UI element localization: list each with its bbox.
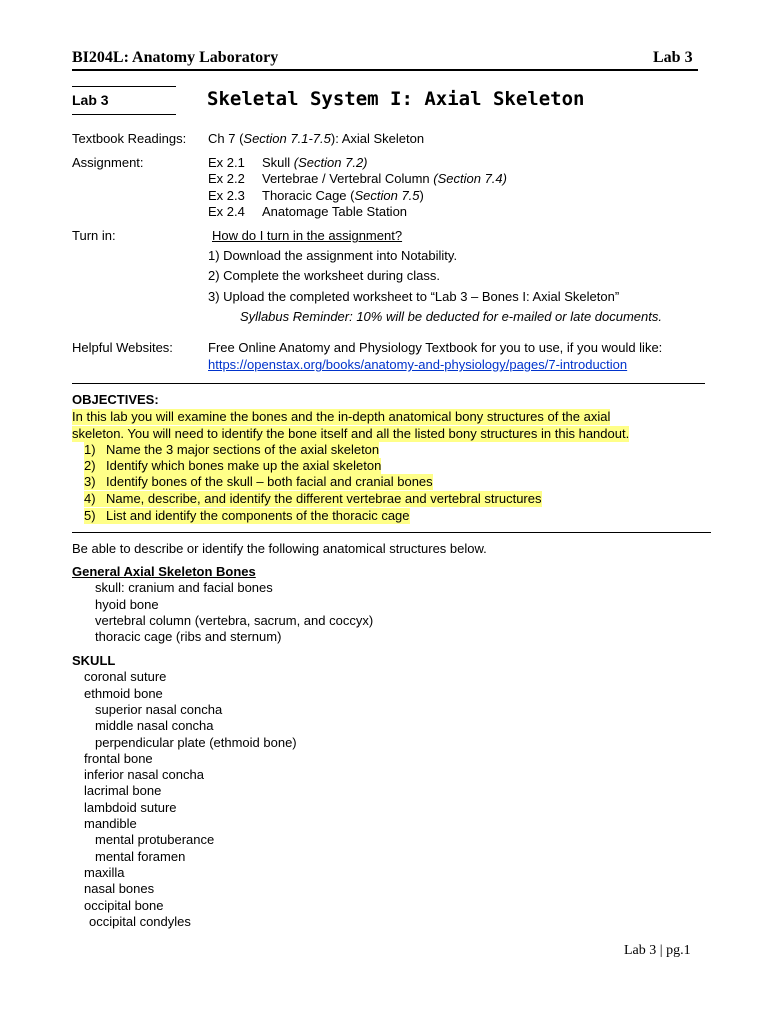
skull-item: maxilla [84,865,125,880]
objectives-intro: skeleton. You will need to identify the bone itself and all the listed bony structures in this handout. [72,426,630,441]
readings-label: Textbook Readings: [72,131,187,146]
header-rule [72,69,698,71]
objectives-intro: In this lab you will examine the bones and the in-depth anatomical bony structures of the axial [72,409,611,424]
assignment-ex: Ex 2.2 [208,171,245,186]
objective-text: List and identify the components of the thoracic cage [106,508,410,523]
skull-item: coronal suture [84,669,167,684]
skull-item: nasal bones [84,881,155,896]
assignment-item: Skull (Section 7.2) [262,155,368,170]
objective-number: 2) [84,458,96,473]
turn-in-question: How do I turn in the assignment? [212,228,403,243]
lab-header: Lab 3 [653,49,693,66]
assignment-ex: Ex 2.1 [208,155,245,170]
objective-item [84,491,542,507]
skull-item: occipital bone [84,898,164,913]
turn-in-step: 2) Complete the worksheet during class. [208,268,440,283]
assignment-ex: Ex 2.4 [208,204,245,219]
objective-text: Identify bones of the skull – both facial and cranial bones [106,474,433,489]
objective-item [84,508,410,524]
objective-number: 3) [84,474,96,489]
turn-in-step: 3) Upload the completed worksheet to “Lab 3 – Bones I: Axial Skeleton” [208,289,620,304]
course-header: BI204L: Anatomy Laboratory [72,49,279,66]
objective-item [84,474,433,490]
general-item: skull: cranium and facial bones [95,580,273,595]
assignment-item: Anatomage Table Station [262,204,408,219]
general-item: hyoid bone [95,597,159,612]
syllabus-reminder: Syllabus Reminder: 10% will be deducted for e-mailed or late documents. [240,309,662,324]
skull-heading: SKULL [72,653,116,668]
turn-in-label: Turn in: [72,228,116,243]
skull-item: inferior nasal concha [84,767,204,782]
skull-item: frontal bone [84,751,153,766]
skull-subitem: superior nasal concha [95,702,223,717]
lab-label-bottom-rule [72,114,176,115]
skull-item: mandible [84,816,137,831]
assignment-label: Assignment: [72,155,144,170]
objectives-bottom-rule [72,532,711,533]
general-item: vertebral column (vertebra, sacrum, and coccyx) [95,613,374,628]
general-heading: General Axial Skeleton Bones [72,564,256,579]
objective-number: 4) [84,491,96,506]
objective-number: 1) [84,442,96,457]
skull-item: ethmoid bone [84,686,163,701]
objectives-top-rule [72,383,705,384]
objective-number: 5) [84,508,96,523]
lab-label-top-rule [72,86,176,87]
skull-subitem: mental foramen [95,849,186,864]
assignment-ex: Ex 2.3 [208,188,245,203]
skull-subitem: middle nasal concha [95,718,214,733]
openstax-link[interactable]: https://openstax.org/books/anatomy-and-physiology/pages/7-introduction [208,357,628,372]
readings-text: Ch 7 (Section 7.1-7.5): Axial Skeleton [208,131,425,146]
websites-label: Helpful Websites: [72,340,173,355]
assignment-item: Vertebrae / Vertebral Column (Section 7.4) [262,171,507,186]
objective-item [84,458,381,474]
skull-item: lambdoid suture [84,800,177,815]
objective-text: Name the 3 major sections of the axial skeleton [106,442,380,457]
websites-text: Free Online Anatomy and Physiology Textbook for you to use, if you would like: [208,340,663,355]
lab-label: Lab 3 [72,92,109,108]
skull-item: lacrimal bone [84,783,162,798]
objectives-heading: OBJECTIVES: [72,392,159,407]
skull-subitem: occipital condyles [89,914,191,929]
skull-subitem: mental protuberance [95,832,215,847]
describe-instruction: Be able to describe or identify the following anatomical structures below. [72,541,487,556]
general-item: thoracic cage (ribs and sternum) [95,629,282,644]
assignment-item: Thoracic Cage (Section 7.5) [262,188,424,203]
objective-text: Identify which bones make up the axial skeleton [106,458,382,473]
turn-in-step: 1) Download the assignment into Notability. [208,248,458,263]
skull-subitem: perpendicular plate (ethmoid bone) [95,735,297,750]
page-title: Skeletal System I: Axial Skeleton [207,88,585,110]
page-footer: Lab 3 | pg.1 [624,943,691,958]
objective-item [84,442,379,458]
objective-text: Name, describe, and identify the different vertebrae and vertebral structures [106,491,542,506]
